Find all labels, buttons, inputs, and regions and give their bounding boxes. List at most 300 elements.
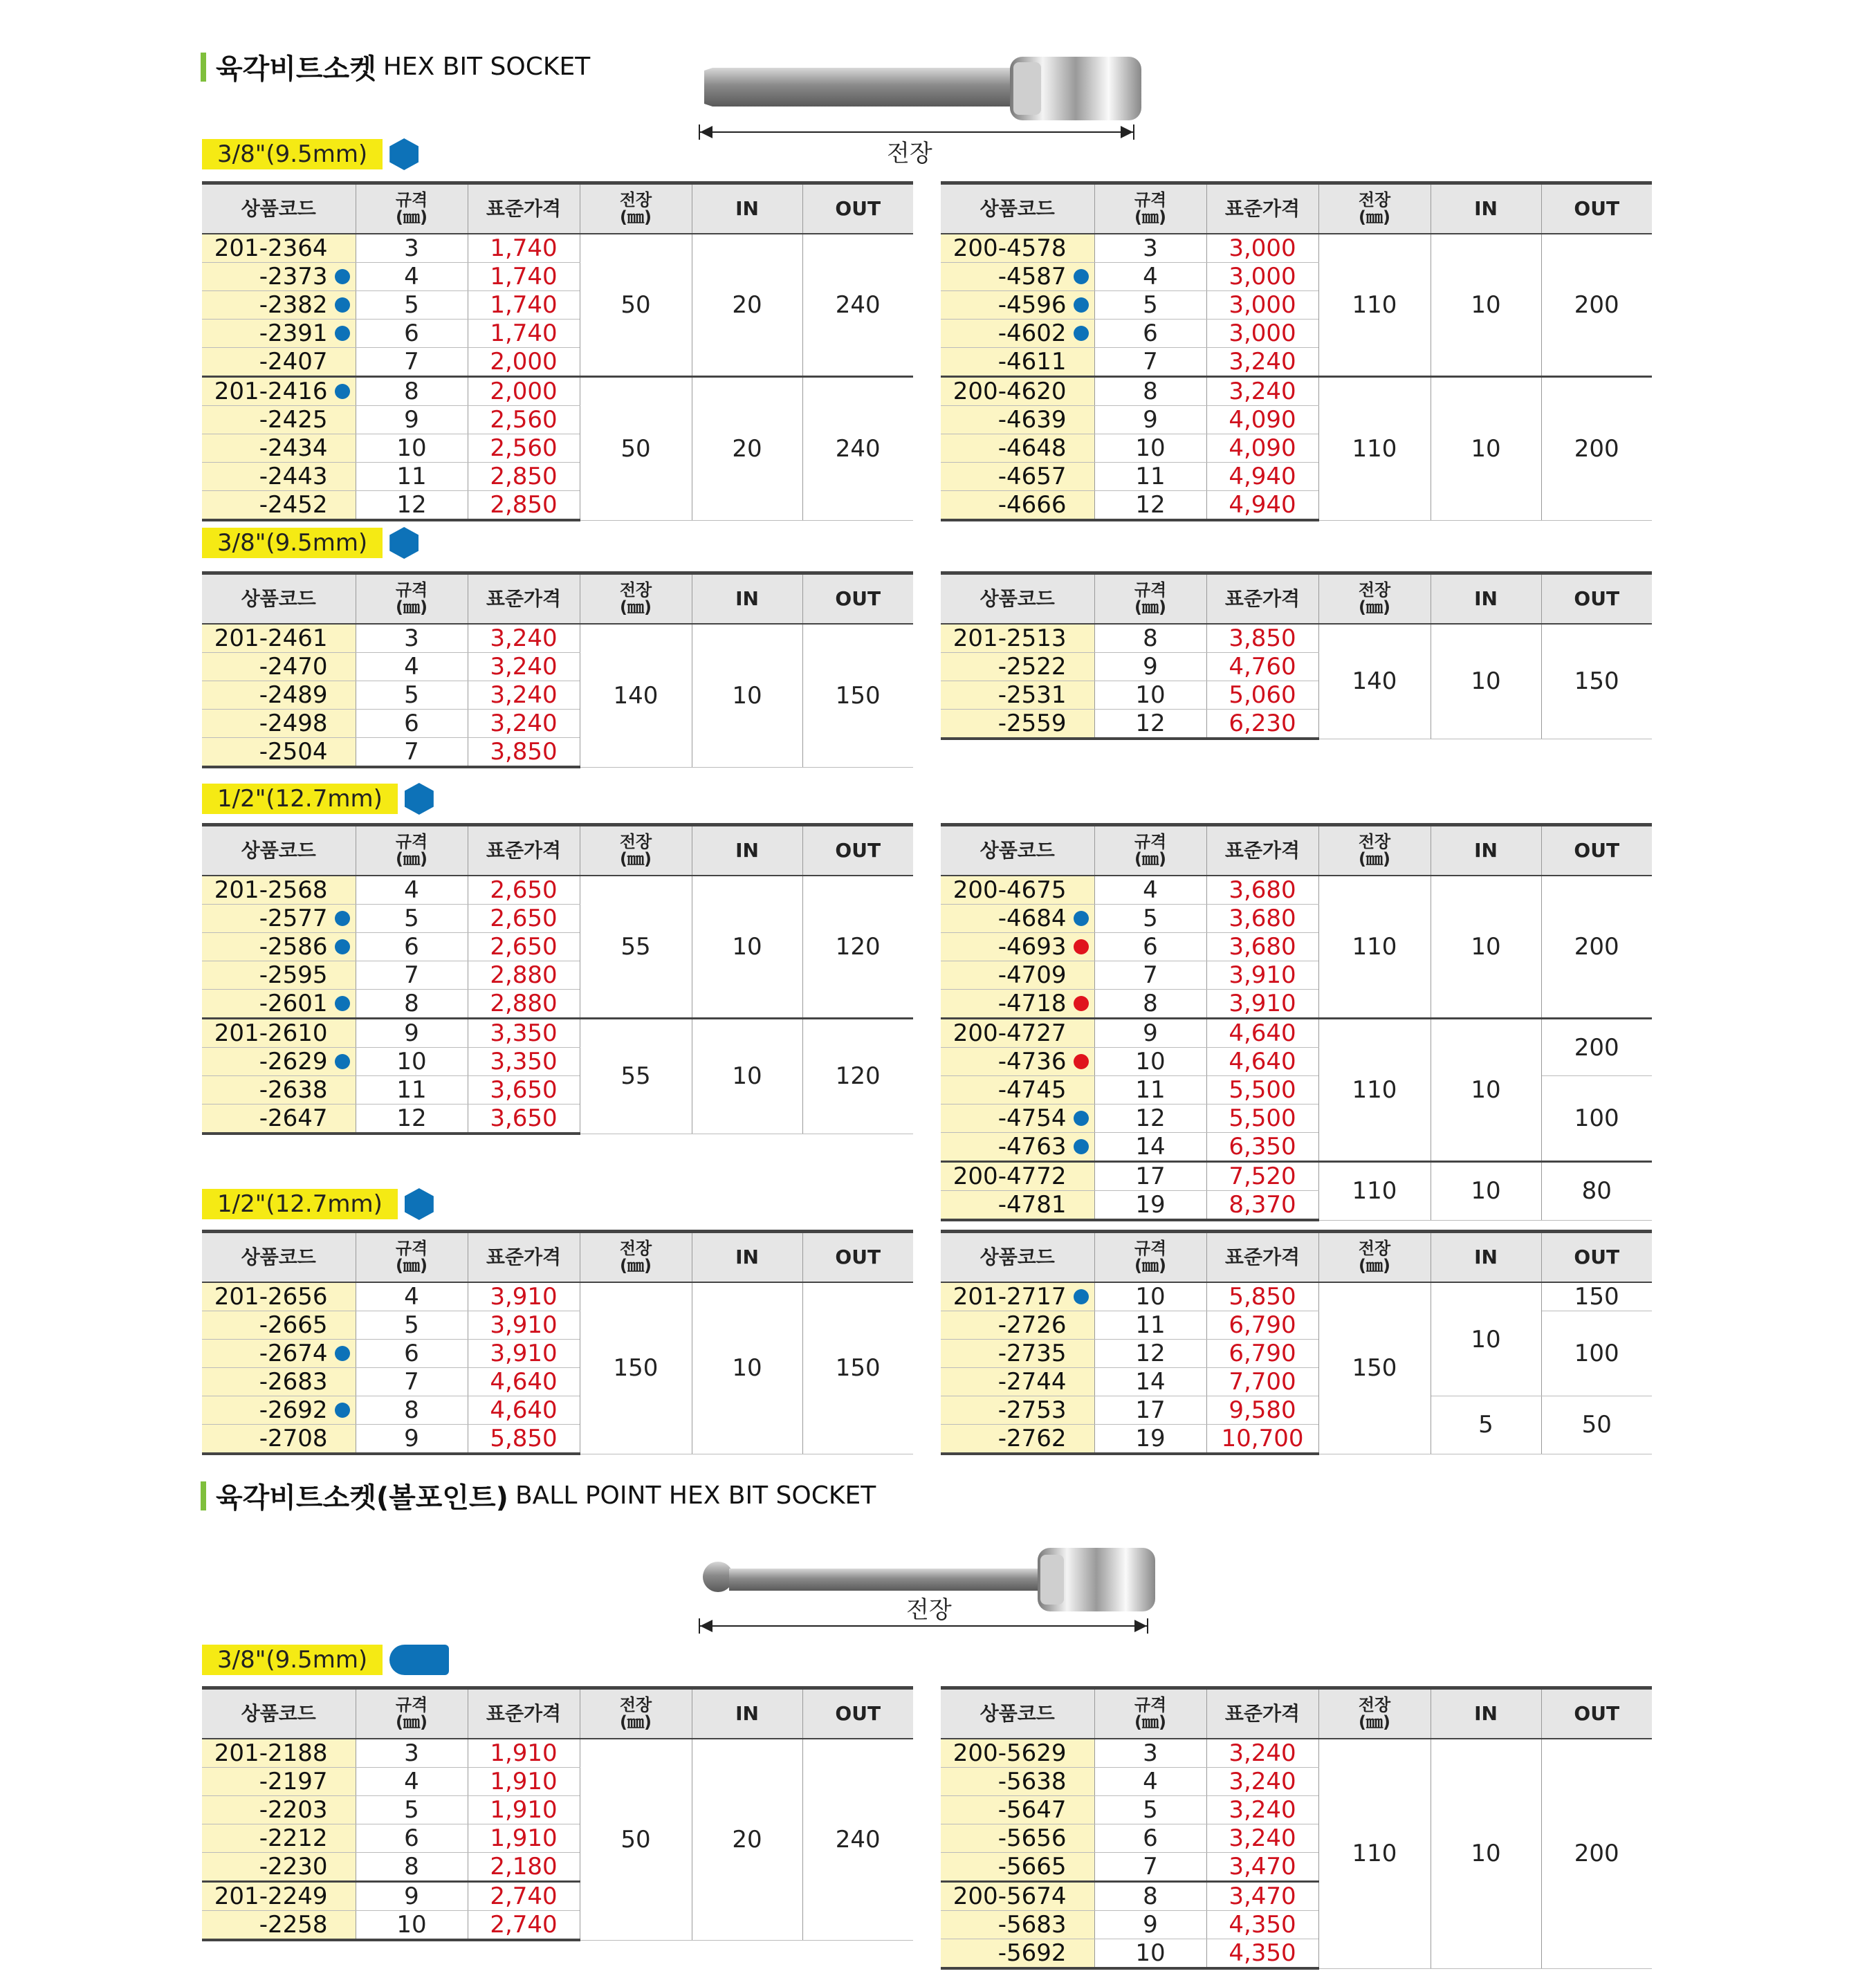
new-dot-icon (1074, 1054, 1089, 1069)
size-value: 4 (1094, 1768, 1206, 1796)
product-code: -2692 (202, 1396, 356, 1425)
price-value: 2,740 (468, 1882, 580, 1911)
size-value: 7 (356, 738, 468, 768)
length-value: 110 (1318, 1162, 1431, 1221)
table-row (941, 1282, 1652, 1311)
out-value: 50 (1541, 1396, 1652, 1454)
table-row (202, 377, 913, 406)
product-code: -2735 (941, 1340, 1094, 1368)
product-code: -2665 (202, 1311, 356, 1340)
size-value: 4 (1094, 263, 1206, 291)
product-code: -2452 (202, 491, 356, 521)
product-code: -4745 (941, 1076, 1094, 1104)
product-code: -2230 (202, 1853, 356, 1882)
length-value: 150 (1318, 1282, 1431, 1454)
size-value: 6 (1094, 933, 1206, 961)
product-code: -5665 (941, 1853, 1094, 1882)
price-value: 3,240 (1206, 377, 1318, 406)
in-value: 20 (692, 1739, 802, 1940)
col-header-in: IN (692, 183, 802, 234)
col-header-price: 표준가격 (1206, 1688, 1318, 1739)
table-row (941, 876, 1652, 905)
stock-dot-icon (1074, 297, 1089, 313)
in-value: 10 (1431, 1282, 1541, 1396)
section-title-ko: 육각비트소켓 (216, 53, 376, 85)
col-header-in: IN (1431, 1688, 1541, 1739)
price-value: 2,650 (468, 876, 580, 905)
col-header-size: 규격 (㎜) (356, 1688, 468, 1739)
price-value: 3,910 (468, 1282, 580, 1311)
size-value: 19 (1094, 1191, 1206, 1221)
hex-icon (389, 527, 419, 559)
ball-hex-icon (389, 1645, 449, 1675)
price-value: 4,640 (1206, 1019, 1318, 1048)
price-value: 4,760 (1206, 653, 1318, 681)
product-code: -2425 (202, 406, 356, 434)
in-value: 10 (692, 624, 802, 767)
col-header-code: 상품코드 (202, 1688, 356, 1739)
spec-table-201-2188 (202, 1686, 913, 1941)
col-header-length: 전장 (㎜) (580, 1688, 692, 1739)
product-code: 200-5674 (941, 1882, 1094, 1911)
table-row (941, 1311, 1652, 1340)
product-code: -2382 (202, 291, 356, 320)
col-header-price: 표준가격 (1206, 825, 1318, 876)
out-value: 240 (802, 1739, 913, 1940)
stock-dot-icon (1074, 1289, 1089, 1304)
price-value: 3,000 (1206, 234, 1318, 263)
col-header-size: 규격 (㎜) (356, 825, 468, 876)
hex-icon (405, 783, 434, 815)
price-value: 3,240 (468, 624, 580, 653)
size-value: 14 (1094, 1133, 1206, 1162)
in-value: 10 (692, 876, 802, 1019)
col-header-length: 전장 (㎜) (1318, 1688, 1431, 1739)
size-value: 11 (1094, 1311, 1206, 1340)
out-value: 150 (802, 624, 913, 767)
in-value: 10 (1431, 1019, 1541, 1162)
size-value: 17 (1094, 1396, 1206, 1425)
stock-dot-icon (1074, 1111, 1089, 1126)
price-value: 3,470 (1206, 1853, 1318, 1882)
price-value: 3,680 (1206, 933, 1318, 961)
col-header-price: 표준가격 (1206, 183, 1318, 234)
col-header-out: OUT (802, 573, 913, 625)
in-value: 20 (692, 234, 802, 377)
table-row (941, 234, 1652, 263)
product-code: -4684 (941, 905, 1094, 933)
col-header-length: 전장 (㎜) (1318, 1232, 1431, 1283)
out-value: 80 (1541, 1162, 1652, 1221)
spec-table-201-2568 (202, 823, 913, 1135)
price-value: 3,650 (468, 1076, 580, 1104)
price-value: 3,650 (468, 1104, 580, 1134)
product-code: -2258 (202, 1911, 356, 1941)
product-code: -4781 (941, 1191, 1094, 1221)
price-value: 2,850 (468, 463, 580, 491)
product-code: -2744 (941, 1368, 1094, 1396)
price-value: 5,850 (468, 1425, 580, 1454)
in-value: 10 (1431, 234, 1541, 377)
col-header-in: IN (1431, 573, 1541, 625)
size-value: 10 (1094, 681, 1206, 710)
table-row (202, 876, 913, 905)
size-value: 12 (1094, 491, 1206, 521)
stock-dot-icon (1074, 1139, 1089, 1154)
price-value: 4,940 (1206, 491, 1318, 521)
product-code: -4763 (941, 1133, 1094, 1162)
price-value: 2,850 (468, 491, 580, 521)
product-code: -2391 (202, 320, 356, 348)
col-header-out: OUT (802, 183, 913, 234)
product-code: -5692 (941, 1939, 1094, 1969)
table-row (941, 377, 1652, 406)
hex-icon (389, 138, 419, 170)
stock-dot-icon (335, 996, 350, 1011)
length-value: 55 (580, 876, 692, 1019)
product-code: -4657 (941, 463, 1094, 491)
price-value: 3,240 (468, 710, 580, 738)
out-value: 240 (802, 234, 913, 377)
stock-dot-icon (1074, 911, 1089, 926)
size-badge-label: 3/8"(9.5mm) (202, 139, 383, 169)
new-dot-icon (1074, 939, 1089, 954)
length-dimension-line-1 (699, 131, 1134, 133)
price-value: 4,940 (1206, 463, 1318, 491)
price-value: 7,700 (1206, 1368, 1318, 1396)
size-value: 6 (356, 1340, 468, 1368)
size-value: 7 (1094, 348, 1206, 377)
price-value: 6,790 (1206, 1311, 1318, 1340)
size-value: 5 (356, 291, 468, 320)
length-value: 140 (580, 624, 692, 767)
col-header-code: 상품코드 (202, 183, 356, 234)
col-header-code: 상품코드 (941, 183, 1094, 234)
price-value: 1,740 (468, 263, 580, 291)
price-value: 10,700 (1206, 1425, 1318, 1454)
col-header-size: 규격 (㎜) (356, 573, 468, 625)
price-value: 1,740 (468, 291, 580, 320)
product-code: -2559 (941, 710, 1094, 739)
table-row (202, 234, 913, 263)
size-value: 8 (1094, 990, 1206, 1019)
in-value: 20 (692, 377, 802, 521)
product-code: -2522 (941, 653, 1094, 681)
table-row (941, 624, 1652, 653)
price-value: 3,680 (1206, 876, 1318, 905)
product-code: 201-2610 (202, 1019, 356, 1048)
product-code: 201-2364 (202, 234, 356, 263)
product-code: -2595 (202, 961, 356, 990)
size-value: 6 (1094, 320, 1206, 348)
col-header-length: 전장 (㎜) (1318, 825, 1431, 876)
spec-table-200-5629 (941, 1686, 1652, 1970)
product-code: -2197 (202, 1768, 356, 1796)
product-code: -2726 (941, 1311, 1094, 1340)
price-value: 2,560 (468, 434, 580, 463)
size-badge-5 (202, 1645, 449, 1675)
product-code: -5638 (941, 1768, 1094, 1796)
in-value: 10 (1431, 377, 1541, 521)
spec-table-201-2513 (941, 571, 1652, 740)
size-badge-label: 1/2"(12.7mm) (202, 1189, 398, 1219)
size-value: 5 (356, 1311, 468, 1340)
section-title-en: HEX BIT SOCKET (383, 53, 591, 81)
length-value: 50 (580, 377, 692, 521)
size-value: 4 (356, 876, 468, 905)
length-dimension-line-2 (699, 1625, 1148, 1627)
col-header-size: 규격 (㎜) (1094, 825, 1206, 876)
product-code: -4639 (941, 406, 1094, 434)
price-value: 4,640 (468, 1396, 580, 1425)
size-value: 11 (1094, 463, 1206, 491)
product-code: -4709 (941, 961, 1094, 990)
product-code: -2443 (202, 463, 356, 491)
col-header-price: 표준가격 (468, 573, 580, 625)
price-value: 5,500 (1206, 1104, 1318, 1133)
price-value: 9,580 (1206, 1396, 1318, 1425)
price-value: 4,640 (468, 1368, 580, 1396)
stock-dot-icon (335, 911, 350, 926)
col-header-out: OUT (802, 825, 913, 876)
out-value: 150 (1541, 624, 1652, 739)
col-header-in: IN (692, 1232, 802, 1283)
size-value: 17 (1094, 1162, 1206, 1191)
price-value: 3,240 (1206, 1768, 1318, 1796)
col-header-out: OUT (1541, 825, 1652, 876)
product-code: -2498 (202, 710, 356, 738)
title-bar-accent (201, 1481, 206, 1510)
size-value: 12 (1094, 1340, 1206, 1368)
in-value: 10 (1431, 876, 1541, 1019)
product-code: 201-2416 (202, 377, 356, 406)
price-value: 3,000 (1206, 291, 1318, 320)
size-value: 7 (356, 1368, 468, 1396)
length-value: 50 (580, 234, 692, 377)
price-value: 2,650 (468, 933, 580, 961)
product-code: 200-4578 (941, 234, 1094, 263)
size-value: 4 (356, 1768, 468, 1796)
col-header-size: 규격 (㎜) (1094, 183, 1206, 234)
price-value: 1,910 (468, 1739, 580, 1768)
out-value: 200 (1541, 1739, 1652, 1968)
out-value: 200 (1541, 876, 1652, 1019)
size-value: 8 (356, 1396, 468, 1425)
size-value: 10 (1094, 1048, 1206, 1076)
col-header-out: OUT (1541, 183, 1652, 234)
product-code: 201-2188 (202, 1739, 356, 1768)
stock-dot-icon (335, 939, 350, 954)
hex-icon (405, 1188, 434, 1220)
hex-bit-socket-image (699, 41, 1148, 138)
size-value: 8 (356, 1853, 468, 1882)
col-header-price: 표준가격 (468, 183, 580, 234)
col-header-price: 표준가격 (468, 825, 580, 876)
price-value: 8,370 (1206, 1191, 1318, 1221)
col-header-code: 상품코드 (941, 1688, 1094, 1739)
size-value: 7 (356, 348, 468, 377)
size-value: 5 (1094, 291, 1206, 320)
size-value: 3 (1094, 234, 1206, 263)
size-value: 14 (1094, 1368, 1206, 1396)
col-header-length: 전장 (㎜) (580, 183, 692, 234)
price-value: 5,060 (1206, 681, 1318, 710)
size-value: 7 (356, 961, 468, 990)
size-value: 12 (1094, 1104, 1206, 1133)
stock-dot-icon (335, 1403, 350, 1418)
product-code: -4693 (941, 933, 1094, 961)
out-value: 200 (1541, 1019, 1652, 1076)
size-value: 4 (356, 653, 468, 681)
size-badge-1 (202, 138, 419, 170)
price-value: 3,240 (1206, 1739, 1318, 1768)
col-header-size: 규격 (㎜) (1094, 1232, 1206, 1283)
price-value: 4,090 (1206, 434, 1318, 463)
out-value: 240 (802, 377, 913, 521)
stock-dot-icon (335, 1054, 350, 1069)
size-value: 3 (356, 1739, 468, 1768)
product-code: 200-5629 (941, 1739, 1094, 1768)
price-value: 3,910 (468, 1340, 580, 1368)
col-header-code: 상품코드 (202, 1232, 356, 1283)
product-code: 200-4620 (941, 377, 1094, 406)
size-value: 6 (1094, 1824, 1206, 1853)
size-badge-2 (202, 527, 419, 559)
in-value: 10 (1431, 1162, 1541, 1221)
price-value: 3,240 (1206, 1824, 1318, 1853)
table-row (941, 1739, 1652, 1768)
size-badge-3 (202, 783, 434, 815)
size-value: 10 (356, 434, 468, 463)
price-value: 2,560 (468, 406, 580, 434)
price-value: 2,650 (468, 905, 580, 933)
in-value: 10 (692, 1019, 802, 1134)
spec-table-201-2461 (202, 571, 913, 768)
table-row (941, 1019, 1652, 1048)
col-header-size: 규격 (㎜) (1094, 1688, 1206, 1739)
col-header-size: 규격 (㎜) (356, 1232, 468, 1283)
price-value: 3,910 (468, 1311, 580, 1340)
col-header-price: 표준가격 (1206, 1232, 1318, 1283)
size-value: 11 (356, 1076, 468, 1104)
price-value: 4,090 (1206, 406, 1318, 434)
product-code: -4602 (941, 320, 1094, 348)
product-code: -2504 (202, 738, 356, 768)
size-value: 6 (356, 1824, 468, 1853)
price-value: 3,680 (1206, 905, 1318, 933)
size-value: 11 (1094, 1076, 1206, 1104)
new-dot-icon (1074, 996, 1089, 1011)
col-header-length: 전장 (㎜) (1318, 183, 1431, 234)
size-badge-4 (202, 1188, 434, 1220)
col-header-out: OUT (802, 1688, 913, 1739)
product-code: -2683 (202, 1368, 356, 1396)
length-value: 110 (1318, 234, 1431, 377)
size-value: 9 (1094, 1911, 1206, 1939)
price-value: 3,850 (1206, 624, 1318, 653)
size-value: 11 (356, 463, 468, 491)
product-code: -2674 (202, 1340, 356, 1368)
col-header-in: IN (1431, 825, 1541, 876)
size-value: 9 (1094, 406, 1206, 434)
price-value: 3,240 (468, 653, 580, 681)
price-value: 2,180 (468, 1853, 580, 1882)
length-dimension-label-2: 전장 (906, 1596, 952, 1624)
product-code: 200-4772 (941, 1162, 1094, 1191)
size-value: 4 (356, 1282, 468, 1311)
spec-table-201-2364 (202, 181, 913, 521)
size-badge-label: 1/2"(12.7mm) (202, 784, 398, 814)
price-value: 4,350 (1206, 1939, 1318, 1969)
out-value: 120 (802, 876, 913, 1019)
size-value: 9 (356, 1019, 468, 1048)
product-code: -2434 (202, 434, 356, 463)
size-value: 5 (356, 681, 468, 710)
out-value: 200 (1541, 234, 1652, 377)
table-row (941, 1076, 1652, 1104)
product-code: -2601 (202, 990, 356, 1019)
size-value: 6 (356, 933, 468, 961)
product-code: -2212 (202, 1824, 356, 1853)
table-row (941, 1396, 1652, 1425)
size-value: 8 (1094, 624, 1206, 653)
price-value: 3,000 (1206, 320, 1318, 348)
product-code: -2470 (202, 653, 356, 681)
size-value: 10 (1094, 1939, 1206, 1969)
size-value: 12 (1094, 710, 1206, 739)
col-header-size: 규격 (㎜) (356, 183, 468, 234)
size-value: 19 (1094, 1425, 1206, 1454)
col-header-code: 상품코드 (202, 825, 356, 876)
price-value: 2,000 (468, 348, 580, 377)
length-dimension-label-1: 전장 (887, 140, 932, 167)
price-value: 3,910 (1206, 990, 1318, 1019)
size-value: 5 (356, 1796, 468, 1824)
product-code: 201-2461 (202, 624, 356, 653)
spec-table-200-4578 (941, 181, 1652, 521)
price-value: 3,350 (468, 1019, 580, 1048)
out-value: 100 (1541, 1076, 1652, 1162)
col-header-code: 상품코드 (941, 1232, 1094, 1283)
section-title-ko: 육각비트소켓(볼포인트) (216, 1482, 508, 1514)
price-value: 3,910 (1206, 961, 1318, 990)
table-row (202, 1739, 913, 1768)
col-header-price: 표준가격 (468, 1688, 580, 1739)
size-value: 6 (356, 710, 468, 738)
col-header-out: OUT (1541, 1232, 1652, 1283)
product-code: -5647 (941, 1796, 1094, 1824)
section-title-ball-point-hex-bit-socket (201, 1476, 876, 1515)
price-value: 2,740 (468, 1911, 580, 1941)
price-value: 4,640 (1206, 1048, 1318, 1076)
col-header-length: 전장 (㎜) (580, 825, 692, 876)
product-code: 201-2513 (941, 624, 1094, 653)
stock-dot-icon (335, 297, 350, 313)
stock-dot-icon (1074, 326, 1089, 341)
in-value: 10 (1431, 624, 1541, 739)
price-value: 3,350 (468, 1048, 580, 1076)
price-value: 6,790 (1206, 1340, 1318, 1368)
product-code: 200-4675 (941, 876, 1094, 905)
length-value: 110 (1318, 377, 1431, 521)
stock-dot-icon (335, 326, 350, 341)
col-header-length: 전장 (㎜) (580, 573, 692, 625)
out-value: 200 (1541, 377, 1652, 521)
col-header-code: 상품코드 (941, 825, 1094, 876)
price-value: 2,880 (468, 961, 580, 990)
stock-dot-icon (335, 269, 350, 284)
size-value: 7 (1094, 1853, 1206, 1882)
